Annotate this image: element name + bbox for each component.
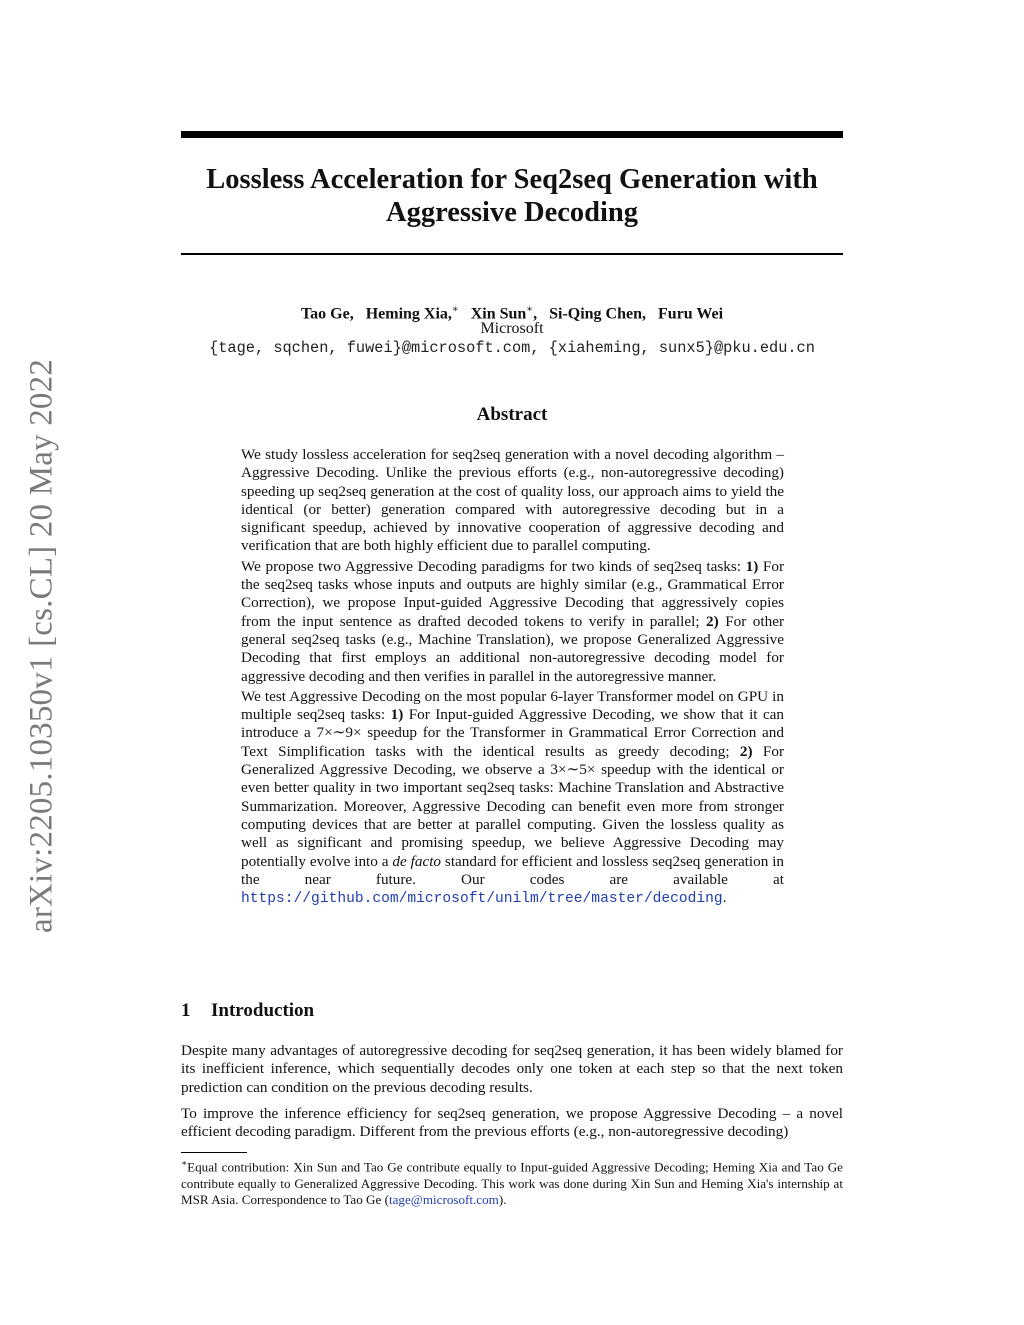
author-emails: {tage, sqchen, fuwei}@microsoft.com, {xiaheming, sunx5}@pku.edu.cn xyxy=(209,339,815,357)
abstract-body xyxy=(241,446,784,910)
footnote: ∗Equal contribution: Xin Sun and Tao Ge contribute equally to Input-guided Aggressive Decoding; Heming Xia and Tao Ge contribute equally to Generalized Aggressive Decoding. This work was done during Xin Sun and Heming Xia's internship at MSR Asia. Correspondence to Tao Ge (tage@microsoft.com). xyxy=(181,1158,843,1208)
author-name: Furu Wei xyxy=(658,305,724,323)
author-name: Xin Sun xyxy=(470,305,527,323)
abstract-heading: Abstract xyxy=(476,404,548,425)
author-name: Tao Ge, xyxy=(300,305,354,323)
section-number: 1 xyxy=(181,1000,191,1021)
body-paragraph: To improve the inference efficiency for seq2seq generation, we propose Aggressive Decoding – a novel efficient decoding paradigm. Different from the previous efforts (e.g., non-autoregressive decoding) xyxy=(181,1104,843,1141)
title-bottom-rule xyxy=(181,253,843,255)
title-top-rule xyxy=(181,131,843,138)
section-heading-introduction xyxy=(181,999,314,1023)
correspondence-email-link[interactable]: tage@microsoft.com xyxy=(388,1192,499,1208)
author-name: Heming Xia, xyxy=(365,305,452,323)
abstract-paragraph: We test Aggressive Decoding on the most popular 6-layer Transformer model on GPU in multiple seq2seq tasks: 1) For Input-guided Aggressive Decoding, we show that it can introduce a 7×∼9× speedup for the Transformer in Grammatical Error Correction and Text Simplification tasks with the identical results as greedy decoding; 2) For Generalized Aggressive Decoding, we observe a 3×∼5× speedup with the identical or even better quality in two important seq2seq tasks: Machine Translation and Abstractive Summarization. Moreover, Aggressive Decoding can benefit even more from stronger computing devices that are better at parallel computing. Given the lossless quality as well as significant and promising speedup, we believe Aggressive Decoding may potentially evolve into a de facto standard for efficient and lossless seq2seq generation in the near future. Our codes are available at https://github.com/microsoft/unilm/tree/master/decoding. xyxy=(241,687,785,908)
paper-title: Lossless Acceleration for Seq2seq Generation with Aggressive Decoding xyxy=(206,164,818,228)
body-paragraph: Despite many advantages of autoregressive decoding for seq2seq generation, it has been widely blamed for its inefficient inference, which sequentially decodes only one token at each step so that the next token prediction can condition on the previous decoding results. xyxy=(181,1042,843,1096)
abstract-paragraph: We propose two Aggressive Decoding paradigms for two kinds of seq2seq tasks: 1) For the seq2seq tasks whose inputs and outputs are highly similar (e.g., Grammatical Error Correction), we propose Input-guided Aggressive Decoding that aggressively copies from the input sentence as drafted decoded tokens to verify in parallel; 2) For other general seq2seq tasks (e.g., Machine Translation), we propose Generalized Aggressive Decoding that first employs an additional non-autoregressive decoding model for aggressive decoding and then verifies in parallel in the autoregressive manner. xyxy=(241,557,785,685)
equal-contribution-mark: ∗ xyxy=(451,304,459,315)
code-repository-link[interactable]: https://github.com/microsoft/unilm/tree/master/decoding xyxy=(241,891,723,908)
affiliation: Microsoft xyxy=(480,320,544,337)
author-name: Si-Qing Chen, xyxy=(549,305,647,323)
equal-contribution-mark: ∗ xyxy=(526,304,534,315)
introduction-body xyxy=(181,1042,843,1149)
footnote-mark: ∗ xyxy=(181,1158,188,1168)
section-title: Introduction xyxy=(211,1000,315,1021)
footnote-rule xyxy=(181,1152,247,1153)
abstract-paragraph: We study lossless acceleration for seq2seq generation with a novel decoding algorithm – Aggressive Decoding. Unlike the previous efforts (e.g., non-autoregressive decoding) speeding up seq2seq generation at the cost of quality loss, our approach aims to yield the identical (or better) generation compared with autoregressive decoding but in a significant speedup, achieved by innovative cooperation of aggressive decoding and verification that are both highly efficient due to parallel computing. xyxy=(241,446,784,555)
author-separator: , xyxy=(533,305,538,323)
arxiv-identifier: arXiv:2205.10350v1 [cs.CL] 20 May 2022 xyxy=(23,358,60,934)
